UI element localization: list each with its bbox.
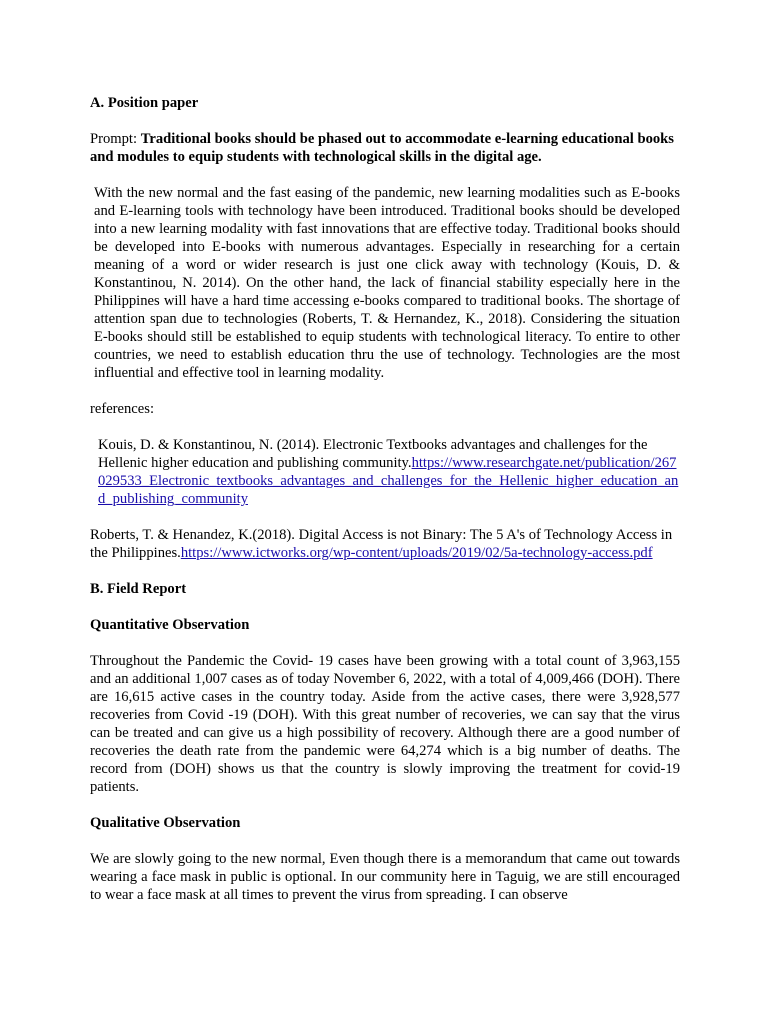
- position-paper-body: With the new normal and the fast easing of the pandemic, new learning modalities such as E-books and E-learning tools with technology have been introduced. Traditional books should be developed into a new learning modality with fast innovations that are effective today. Traditional books should be developed into E-books with numerous advantages. Especially in researching for a certain meaning of a word or wider research is just one click away with technology (Kouis, D. & Konstantinou, N. 2014). On the other hand, the lack of financial stability especially here in the Philippines will have a hard time accessing e-books compared to traditional books. The shortage of attention span due to technologies (Roberts, T. & Hernandez, K., 2018). Considering the situation E-books should still be established to equip students with technological literacy. To entire to other countries, we need to establish education thru the use of technology. Technologies are the most influential and effective tool in learning modality.: [94, 185, 680, 381]
- prompt-label: Prompt:: [90, 131, 141, 147]
- reference-text: Kouis, D. & Konstantinou, N. (2014). Electronic Textbooks advantages and challenges for the Hellenic higher education and publishing community.: [98, 437, 648, 471]
- document-page: [90, 94, 680, 922]
- section-a-heading: A. Position paper: [90, 95, 199, 111]
- quantitative-body: Throughout the Pandemic the Covid- 19 cases have been growing with a total count of 3,963,155 and an additional 1,007 cases as of today November 6, 2022, with a total of 4,009,466 (DOH). There are 16,615 active cases in the country today. Aside from the active cases, there were 3,928,577 recoveries from Covid -19 (DOH). With this great number of recoveries, we can say that the virus can be treated and can give us a high possibility of recovery. Although there are a good number of recoveries the death rate from the pandemic were 64,274 which is a big number of deaths. The record from (DOH) shows us that the country is slowly improving the treatment for covid-19 patients.: [90, 653, 680, 795]
- reference-link[interactable]: https://www.researchgate.net/publication/267029533_Electronic_textbooks_advantages_and_challenges_for_the_Hellenic_higher_education_and_publishing_community: [98, 455, 679, 507]
- reference-item-kouis: [90, 436, 680, 508]
- qualitative-heading: Qualitative Observation: [90, 815, 241, 831]
- reference-link[interactable]: https://www.ictworks.org/wp-content/uploads/2019/02/5a-technology-access.pdf: [180, 545, 653, 561]
- quantitative-heading: Quantitative Observation: [90, 617, 250, 633]
- reference-item-roberts: [90, 526, 680, 562]
- reference-text: Roberts, T. & Henandez, K.(2018). Digital Access is not Binary: The 5 A's of Technology Access in the Philippines.: [90, 527, 673, 561]
- references-label: references:: [90, 401, 154, 417]
- prompt-text: Traditional books should be phased out to accommodate e-learning educational books and modules to equip students with technological skills in the digital age.: [90, 131, 674, 165]
- prompt-block: [90, 130, 680, 166]
- section-b-heading: B. Field Report: [90, 581, 187, 597]
- qualitative-body: We are slowly going to the new normal, Even though there is a memorandum that came out towards wearing a face mask in public is optional. In our community here in Taguig, we are still encouraged to wear a face mask at all times to prevent the virus from spreading. I can observe: [90, 851, 680, 903]
